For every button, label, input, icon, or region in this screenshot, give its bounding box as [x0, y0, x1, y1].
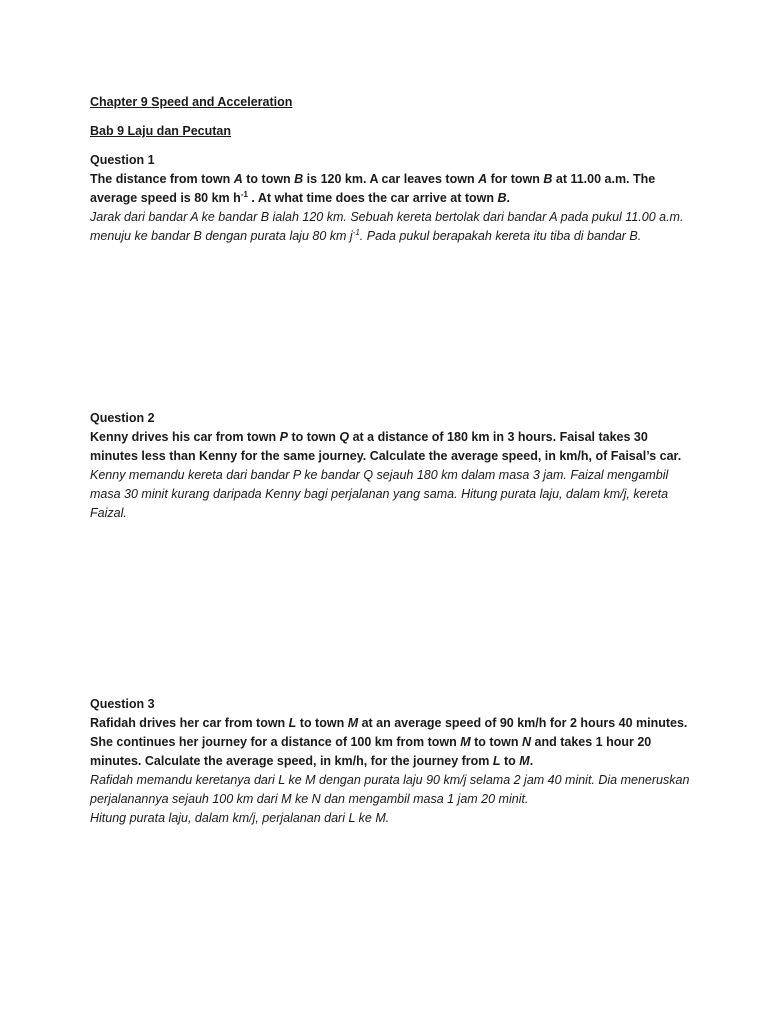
chapter-title-en: Chapter 9 Speed and Acceleration	[90, 95, 293, 109]
question-3	[90, 695, 690, 828]
question-2-malay: Kenny memandu kereta dari bandar P ke bandar Q sejauh 180 km dalam masa 3 jam. Faizal mengambil masa 30 minit kurang daripada Kenny bagi perjalanan yang sama. Hitung purata laju, dalam km/j, kereta Faizal.	[90, 468, 669, 520]
question-1-english: The distance from town A to town B is 120 km. A car leaves town A for town B at 11.00 a.m. The average speed is 80 km $h^{-1}$ . At what time does the car arrive at town B.	[90, 172, 656, 205]
question-3-title: Question 3	[90, 697, 155, 711]
question-3-english: Rafidah drives her car from town L to town M at an average speed of 90 km/h for 2 hours 40 minutes. She continues her journey for a distance of 100 km from town M to town N and takes 1 hour 20 minutes. Calculate the average speed, in km/h, for the journey from L to M.	[90, 716, 688, 768]
question-1-malay: Jarak dari bandar A ke bandar B ialah 120 km. Sebuah kereta bertolak dari bandar A pada pukul 11.00 a.m. menuju ke bandar B dengan purata laju 80 km $j^{-1}$. Pada pukul berapakah kereta itu tiba di bandar B.	[90, 210, 684, 243]
question-2-english: Kenny drives his car from town P to town Q at a distance of 180 km in 3 hours. Faisal takes 30 minutes less than Kenny for the same journey. Calculate the average speed, in km/h, of Faisal’s car.	[90, 430, 682, 463]
question-1-title: Question 1	[90, 153, 155, 167]
question-2-title: Question 2	[90, 411, 155, 425]
chapter-title-ms: Bab 9 Laju dan Pecutan	[90, 124, 232, 138]
question-2	[90, 409, 690, 523]
question-3-malay: Rafidah memandu keretanya dari L ke M dengan purata laju 90 km/j selama 2 jam 40 minit. Dia meneruskan perjalanannya sejauh 100 km dari M ke N dan mengambil masa 1 jam 20 minit.	[90, 773, 690, 806]
question-1	[90, 151, 690, 246]
question-3-malay-line-2: Hitung purata laju, dalam km/j, perjalanan dari L ke M.	[90, 811, 390, 825]
